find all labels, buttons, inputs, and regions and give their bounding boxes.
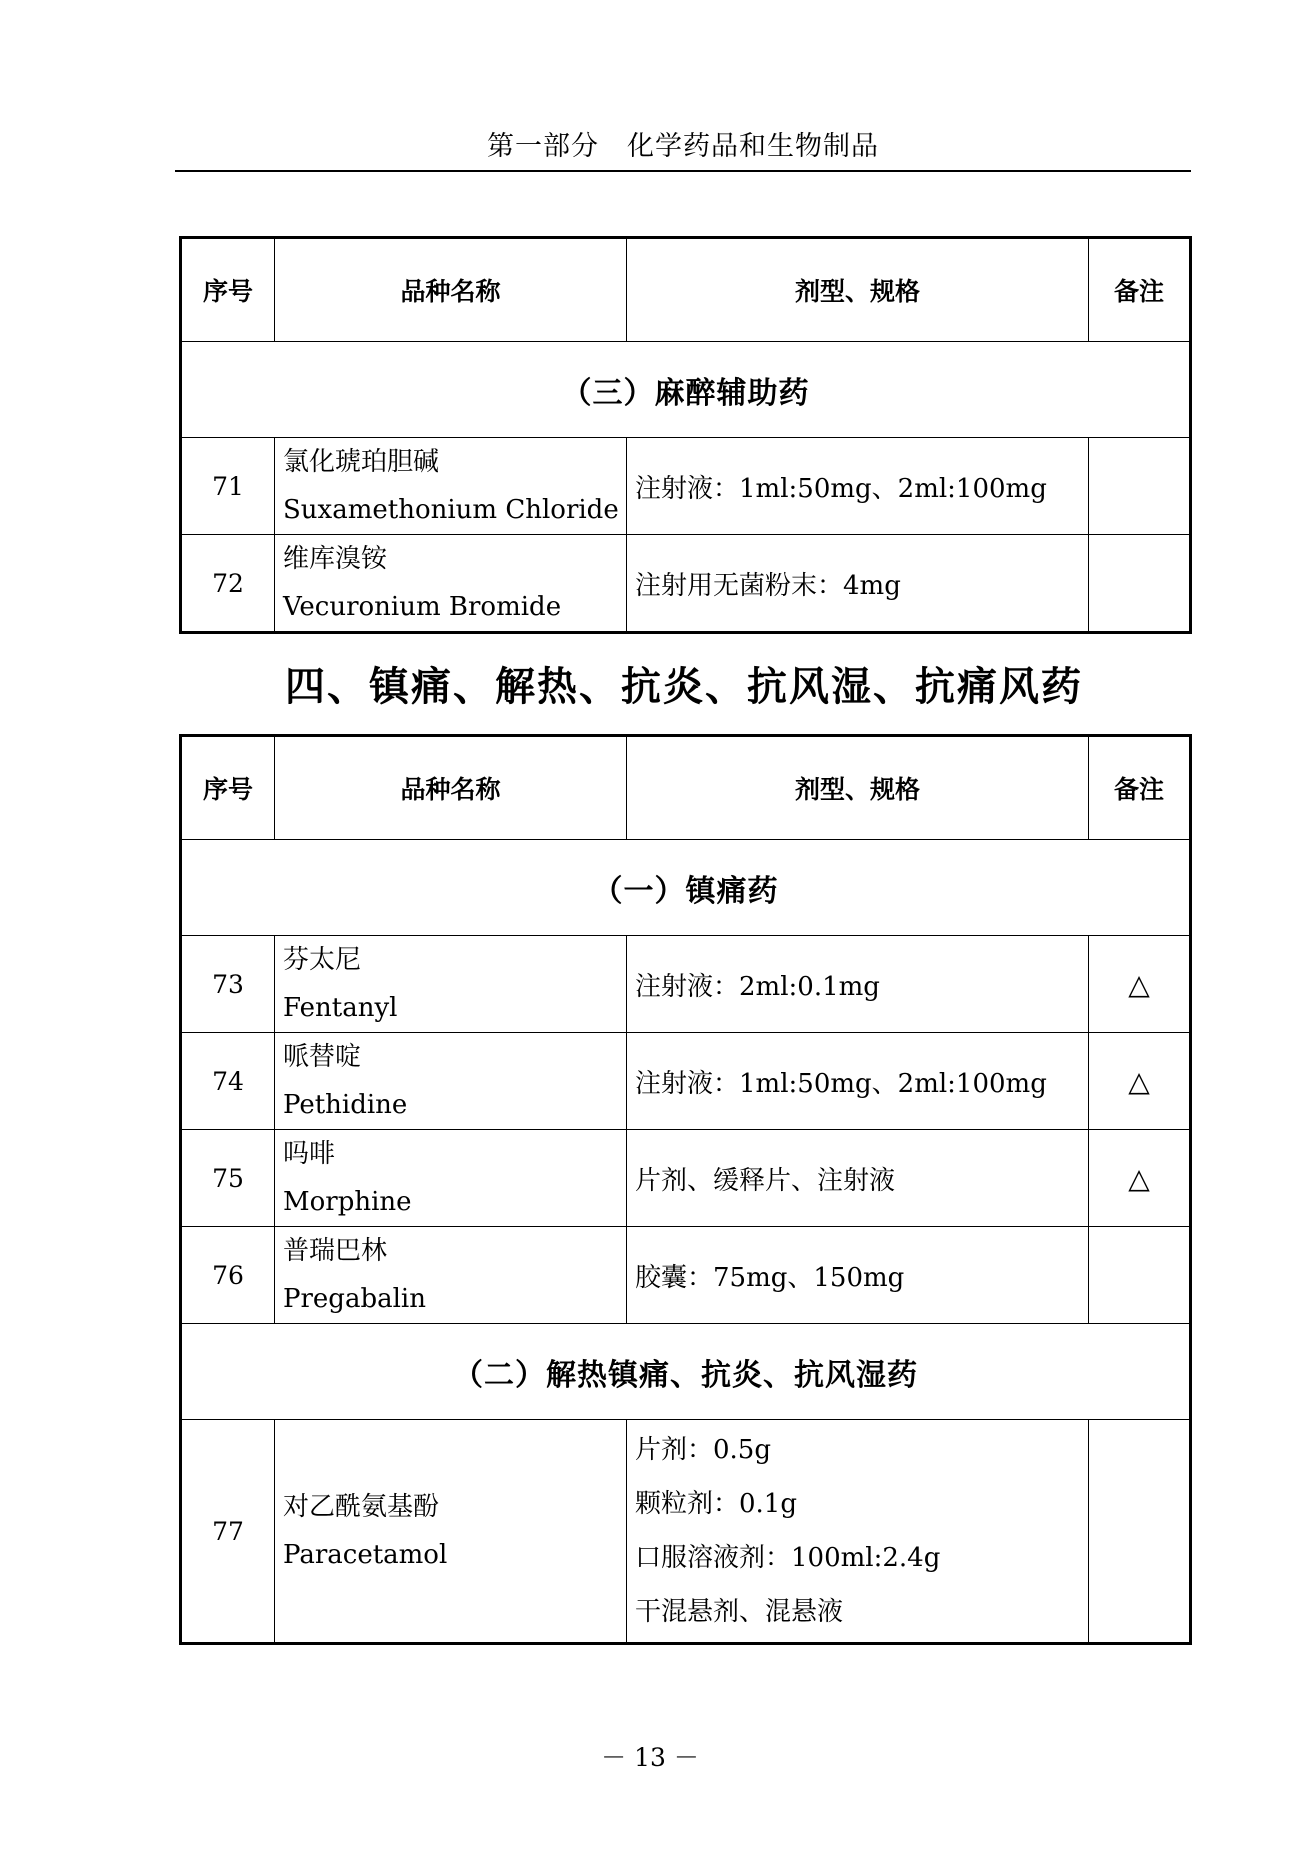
table-row: [181, 1227, 1191, 1324]
column-header-no: 序号: [181, 736, 275, 840]
row-number: 77: [181, 1420, 275, 1644]
column-header-note: 备注: [1089, 736, 1191, 840]
table-row: [181, 936, 1191, 1033]
drug-name-en: Suxamethonium Chloride: [283, 495, 619, 525]
table-row: [181, 535, 1191, 633]
row-number: 72: [181, 535, 275, 633]
row-number: 73: [181, 936, 275, 1033]
drug-spec: 注射用无菌粉末：4mg: [627, 535, 1089, 633]
drug-name-en: Vecuronium Bromide: [283, 592, 562, 622]
drug-note: [1089, 535, 1191, 633]
drug-name: [275, 1227, 627, 1324]
drug-name-en: Fentanyl: [283, 993, 398, 1023]
drug-name: [275, 1130, 627, 1227]
page-header-title: 第一部分 化学药品和生物制品: [487, 131, 879, 162]
drug-name-cn: 哌替啶: [283, 1042, 362, 1072]
section-row: [181, 342, 1191, 438]
chapter-heading: 四、镇痛、解热、抗炎、抗风湿、抗痛风药: [285, 664, 1083, 710]
column-header-name: 品种名称: [275, 736, 627, 840]
column-header-spec: 剂型、规格: [627, 238, 1089, 342]
drug-note: [1089, 438, 1191, 535]
drug-name-cn: 对乙酰氨基酚: [283, 1492, 440, 1522]
drug-note: [1089, 1420, 1191, 1644]
table-row: [181, 1130, 1191, 1227]
drug-spec: 片剂、缓释片、注射液: [627, 1130, 1089, 1227]
spec-line: 口服溶液剂：100ml:2.4g: [635, 1543, 941, 1573]
column-header-note: 备注: [1089, 238, 1191, 342]
section-title: （三）麻醉辅助药: [181, 342, 1191, 438]
table-row: [181, 1033, 1191, 1130]
drug-name-en: Morphine: [283, 1187, 412, 1217]
table-header-row: [181, 238, 1191, 342]
column-header-name: 品种名称: [275, 238, 627, 342]
drug-name: [275, 1420, 627, 1644]
drug-name-en: Pregabalin: [283, 1284, 426, 1314]
row-number: 74: [181, 1033, 275, 1130]
drug-spec: 注射液：1ml:50mg、2ml:100mg: [627, 1033, 1089, 1130]
drug-note: [1089, 1227, 1191, 1324]
drug-name-cn: 芬太尼: [283, 945, 362, 975]
drug-spec: 注射液：2ml:0.1mg: [627, 936, 1089, 1033]
drug-name-cn: 氯化琥珀胆碱: [283, 447, 440, 477]
section-title: （一）镇痛药: [181, 840, 1191, 936]
row-number: 75: [181, 1130, 275, 1227]
table-row: [181, 1420, 1191, 1644]
drug-name-cn: 吗啡: [283, 1139, 336, 1169]
drug-name: [275, 438, 627, 535]
table-row: [181, 438, 1191, 535]
column-header-no: 序号: [181, 238, 275, 342]
table-header-row: [181, 736, 1191, 840]
drug-spec: 注射液：1ml:50mg、2ml:100mg: [627, 438, 1089, 535]
spec-line: 颗粒剂：0.1g: [635, 1489, 797, 1519]
drug-table-analgesics: [179, 734, 1192, 1645]
drug-name: [275, 1033, 627, 1130]
section-row: [181, 1324, 1191, 1420]
drug-name: [275, 936, 627, 1033]
triangle-mark-icon: △: [1089, 1033, 1191, 1130]
row-number: 76: [181, 1227, 275, 1324]
drug-spec: [627, 1420, 1089, 1644]
drug-name: [275, 535, 627, 633]
column-header-spec: 剂型、规格: [627, 736, 1089, 840]
drug-name-en: Paracetamol: [283, 1540, 448, 1570]
page-number: － 13 －: [601, 1743, 699, 1772]
spec-line: 干混悬剂、混悬液: [635, 1597, 844, 1627]
drug-name-cn: 维库溴铵: [283, 544, 388, 574]
drug-table-anesthesia-adjuvants: [179, 236, 1192, 634]
drug-name-en: Pethidine: [283, 1090, 408, 1120]
triangle-mark-icon: △: [1089, 1130, 1191, 1227]
section-title: （二）解热镇痛、抗炎、抗风湿药: [181, 1324, 1191, 1420]
drug-spec: 胶囊：75mg、150mg: [627, 1227, 1089, 1324]
triangle-mark-icon: △: [1089, 936, 1191, 1033]
drug-name-cn: 普瑞巴林: [283, 1236, 388, 1266]
spec-line: 片剂：0.5g: [635, 1435, 771, 1465]
row-number: 71: [181, 438, 275, 535]
header-rule: [175, 170, 1191, 172]
section-row: [181, 840, 1191, 936]
